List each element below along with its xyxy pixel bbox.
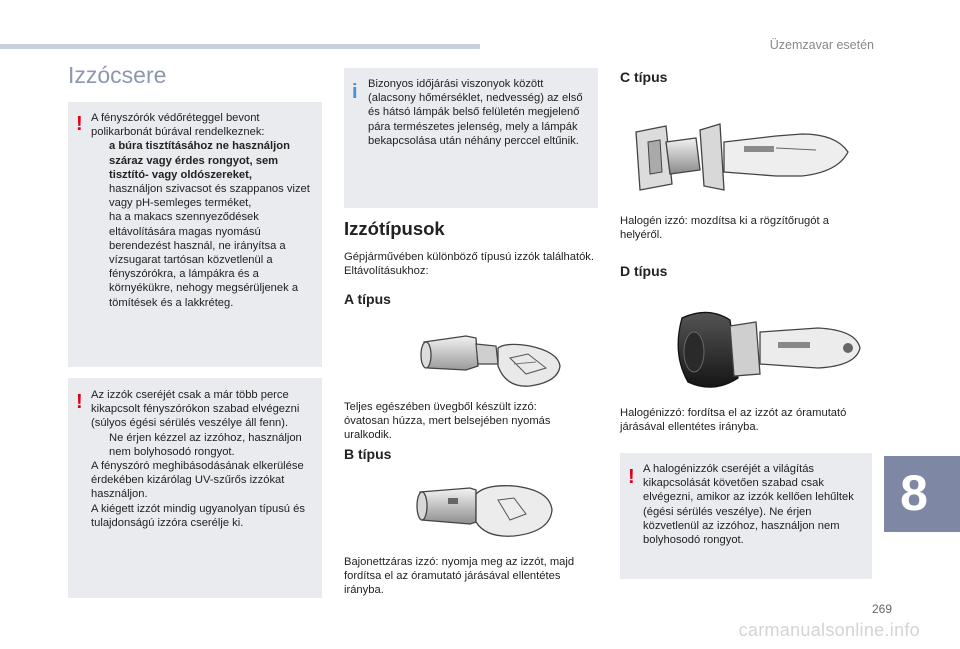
types-section-title: Izzótípusok: [344, 218, 445, 239]
type-d-title: D típus: [620, 263, 668, 279]
warning-text-cleaning: [91, 111, 316, 310]
warning-icon: !: [628, 466, 635, 488]
warning-paragraph: A kiégett izzót mindig ugyanolyan típusú és tulajdonságú izzóra cserélje ki.: [91, 502, 305, 529]
list-item: használjon szivacsot és szappanos vizet vagy pH-semleges terméket,: [109, 183, 310, 210]
type-d-text: Halogénizzó: fordítsa el az izzót az óramutató járásával ellentétes irányba.: [620, 407, 847, 434]
warning-icon: !: [76, 113, 83, 135]
list-item: a búra tisztításához ne használjon száraz vagy érdes rongyot, sem tisztító- vagy oldószereket,: [109, 140, 290, 181]
page-number: 269: [871, 602, 892, 616]
warning-intro: A fényszórók védőréteggel bevont polikarbonát búrával rendelkeznek:: [91, 112, 265, 139]
bulb-type-c-image: [626, 112, 862, 204]
type-a-text: Teljes egészében üvegből készült izzó: óvatosan húzza, mert belsejében nyomás uralkodik.: [344, 401, 551, 442]
types-section-intro: Gépjárművében különböző típusú izzók találhatók. Eltávolításukhoz:: [344, 251, 595, 278]
watermark: carmanualsonline.info: [738, 620, 920, 640]
header-bar: [0, 44, 480, 49]
warning-paragraph: A fényszóró meghibásodásának elkerülése érdekében kizárólag UV-szűrős izzókat használjon.: [91, 460, 304, 501]
bulb-type-d-image: [668, 304, 868, 396]
chapter-tab: [884, 456, 960, 532]
info-text: Bizonyos időjárási viszonyok között (alacsony hőmérséklet, nedvesség) az első és hátsó lámpák belső felületén megjelenő pára természetes jelenség, mely a lámpák bekapcsolása után néhány perccel eltűnik.: [368, 78, 583, 147]
type-a-title: A típus: [344, 291, 391, 307]
warning-text-replacement: [91, 388, 319, 530]
warning-intro: Az izzók cseréjét csak a már több perce kikapcsolt fényszórókon szabad elvégezni (súlyos égési sérülés veszélye áll fenn).: [91, 389, 300, 430]
list-item: ha a makacs szennyeződések eltávolítására magas nyomású berendezést használ, ne irányítsa a vízsugarat tartósan közvetlenül a fényszórókra, a lámpákra és a környékükre, nehogy megsérüljenek a tömítések és a lakkréteg.: [109, 211, 299, 309]
type-b-title: B típus: [344, 446, 392, 462]
warning-icon: !: [76, 391, 83, 413]
bulb-type-b-image: [414, 478, 556, 542]
list-item: Ne érjen kézzel az izzóhoz, használjon nem bolyhosodó rongyot.: [109, 431, 302, 458]
section-title: Üzemzavar esetén: [769, 38, 874, 52]
type-c-title: C típus: [620, 69, 668, 85]
type-b-text: Bajonettzáras izzó: nyomja meg az izzót, majd fordítsa el az óramutató járásával ellentétes irányba.: [344, 556, 575, 597]
bulb-type-a-image: [418, 328, 566, 394]
page-title: Izzócsere: [68, 62, 167, 88]
info-icon: i: [352, 81, 358, 103]
chapter-number: 8: [900, 465, 928, 521]
warning-text-halogen: A halogénizzók cseréjét a világítás kikapcsolását követően szabad csak elvégezni, amikor az izzók kellően lehűltek (égési sérülés veszélye). Ne érjen közvetlenül az izzóhoz, használjon nem bolyhosodó rongyot.: [643, 463, 854, 547]
type-c-text: Halogén izzó: mozdítsa ki a rögzítőrugót a helyéről.: [620, 215, 829, 242]
